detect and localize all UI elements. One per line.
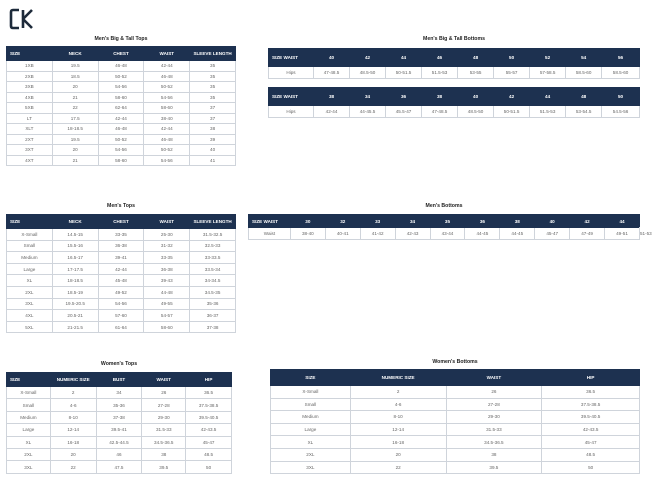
column-header: 48 xyxy=(566,88,602,106)
table-cell: 14.5-15 xyxy=(52,229,98,241)
table-womens-bottoms xyxy=(270,369,640,474)
table-cell: 45-47 xyxy=(186,436,232,448)
column-header: CHEST xyxy=(98,47,144,61)
table-cell: 36.5 xyxy=(186,387,232,399)
table-row xyxy=(7,411,232,423)
table-cell: 45.5-47 xyxy=(386,106,422,118)
table-cell: 31.5-33 xyxy=(446,423,542,436)
table-cell: 37.5-38.5 xyxy=(186,399,232,411)
table-cell: 44-48 xyxy=(144,286,190,298)
table-cell: 20 xyxy=(50,448,96,460)
column-header: 38 xyxy=(314,88,350,106)
table-cell: 20.5-21 xyxy=(52,310,98,322)
table-cell: 37-38 xyxy=(96,411,142,423)
table-cell: 57-60 xyxy=(98,310,144,322)
table-cell: 54-56 xyxy=(144,155,190,166)
table-cell: 58-60 xyxy=(144,321,190,333)
column-header: HIP xyxy=(186,373,232,387)
table-cell: 27-28 xyxy=(142,399,186,411)
column-header: 54 xyxy=(566,49,602,67)
column-header: NECK xyxy=(52,215,98,229)
table-cell: 50-51.5 xyxy=(386,67,422,79)
table-cell: 46-48 xyxy=(144,134,190,145)
table-cell: 41-42 xyxy=(360,228,395,240)
table-row xyxy=(7,387,232,399)
column-header: 40 xyxy=(314,49,350,67)
table-cell: 32.5-33 xyxy=(190,240,236,252)
table-cell: 4-6 xyxy=(50,399,96,411)
table-cell: 54-56 xyxy=(98,145,144,156)
table-cell: 37 xyxy=(190,103,236,114)
table-row xyxy=(271,411,640,424)
row-label-cell: 3XL xyxy=(7,298,53,310)
column-header: 50 xyxy=(494,49,530,67)
table-cell: 37-38 xyxy=(190,321,236,333)
row-label-cell: Waist xyxy=(249,228,291,240)
table-row xyxy=(7,71,236,82)
table-cell: 38-40 xyxy=(144,113,190,124)
table-row xyxy=(7,61,236,72)
column-header: 32 xyxy=(325,215,360,228)
row-label-cell: X-Small xyxy=(271,386,351,399)
column-header: SIZE WAIST xyxy=(269,88,314,106)
table-cell: 42-43.5 xyxy=(542,423,640,436)
table-cell: 49-55 xyxy=(144,298,190,310)
table-cell: 58-60 xyxy=(98,155,144,166)
table-header-row xyxy=(269,88,640,106)
row-label-cell: 5XB xyxy=(7,103,53,114)
table-cell: 37.5-38.5 xyxy=(542,398,640,411)
row-label-cell: 2XT xyxy=(7,134,53,145)
table-cell: 17.5 xyxy=(52,113,98,124)
table-cell: 12-14 xyxy=(350,423,446,436)
table-row xyxy=(271,398,640,411)
column-header: SLEEVE LENGTH xyxy=(190,215,236,229)
row-label-cell: 3XB xyxy=(7,82,53,93)
table-cell: 34-34.5 xyxy=(190,275,236,287)
table-cell: 18.5 xyxy=(52,71,98,82)
table-cell: 53-55 xyxy=(458,67,494,79)
table-cell: 33-35 xyxy=(144,252,190,264)
column-header: BUST xyxy=(96,373,142,387)
section-title-mens-big-tall-bottoms: Men's Big & Tall Bottoms xyxy=(423,36,485,42)
table-cell: 54-56 xyxy=(144,92,190,103)
column-header: 44 xyxy=(386,49,422,67)
column-header: SIZE xyxy=(7,373,51,387)
table-cell: 34.5-36.5 xyxy=(446,436,542,449)
table-row xyxy=(7,155,236,166)
table-cell: 51.5-53 xyxy=(530,106,566,118)
table-cell: 45-47 xyxy=(535,228,570,240)
row-label-cell: XLT xyxy=(7,124,53,135)
table-mens-big-tall-tops xyxy=(6,46,236,166)
table-cell: 35 xyxy=(190,82,236,93)
table-cell: 26 xyxy=(446,386,542,399)
column-header: 50 xyxy=(602,88,640,106)
table-cell: 53-54.5 xyxy=(566,106,602,118)
table-cell: 48.5-50 xyxy=(458,106,494,118)
row-label-cell: 3XT xyxy=(7,145,53,156)
table-cell: 15.5-16 xyxy=(52,240,98,252)
table-row xyxy=(7,134,236,145)
table-header-row xyxy=(269,49,640,67)
column-header: CHEST xyxy=(98,215,144,229)
row-label-cell: 2XL xyxy=(271,448,351,461)
table-cell: 36-38 xyxy=(144,263,190,275)
table-cell: 33.5-34 xyxy=(190,263,236,275)
row-label-cell: 1XB xyxy=(7,61,53,72)
row-label-cell: XL xyxy=(7,275,53,287)
table-row xyxy=(271,448,640,461)
table-cell: 47.5 xyxy=(96,461,142,473)
column-header: NUMERIC SIZE xyxy=(350,370,446,386)
table-cell: 58-60 xyxy=(144,103,190,114)
column-header: 34 xyxy=(395,215,430,228)
table-cell: 48.5 xyxy=(542,448,640,461)
table-cell: 47-48.5 xyxy=(422,106,458,118)
table-cell: 16-18 xyxy=(50,436,96,448)
table-cell: 42-44 xyxy=(144,61,190,72)
table-cell: 47-49 xyxy=(570,228,605,240)
table-row xyxy=(271,386,640,399)
column-header: 40 xyxy=(458,88,494,106)
table-cell: 44-45 xyxy=(500,228,535,240)
table-cell: 36-38 xyxy=(98,240,144,252)
table-row xyxy=(7,263,236,275)
table-cell: 42-44 xyxy=(144,124,190,135)
table-cell: 39-43 xyxy=(144,275,190,287)
row-label-cell: 4XB xyxy=(7,92,53,103)
column-header: 35 xyxy=(430,215,465,228)
table-cell: 44-45.5 xyxy=(350,106,386,118)
table-mens-big-tall-bottoms-1 xyxy=(268,48,640,79)
row-label-cell: Large xyxy=(7,424,51,436)
table-cell: 48.5 xyxy=(186,448,232,460)
table-cell: 50-52 xyxy=(98,134,144,145)
row-label-cell: 2XB xyxy=(7,71,53,82)
table-cell: 43-44 xyxy=(430,228,465,240)
row-label-cell: Hips xyxy=(269,67,314,79)
row-label-cell: Medium xyxy=(271,411,351,424)
row-label-cell: Small xyxy=(271,398,351,411)
table-cell: 12-14 xyxy=(50,424,96,436)
table-cell: 46 xyxy=(96,448,142,460)
section-title-mens-tops: Men's Tops xyxy=(107,203,135,209)
table-cell: 44-45 xyxy=(465,228,500,240)
table-cell: 50-52 xyxy=(144,82,190,93)
table-cell: 36-37 xyxy=(190,310,236,322)
table-cell: 58-60 xyxy=(98,92,144,103)
table-row xyxy=(7,229,236,241)
row-label-cell: Large xyxy=(271,423,351,436)
table-cell: 29-30 xyxy=(142,411,186,423)
column-header: 34 xyxy=(350,88,386,106)
column-header: SIZE xyxy=(7,47,53,61)
column-header: NECK xyxy=(52,47,98,61)
row-label-cell: 3XL xyxy=(271,461,351,474)
table-cell: 49-52 xyxy=(98,286,144,298)
column-header: WAIST xyxy=(446,370,542,386)
table-row xyxy=(7,145,236,156)
table-cell: 20 xyxy=(52,145,98,156)
table-cell: 33-33.5 xyxy=(190,252,236,264)
table-cell: 45-48 xyxy=(98,275,144,287)
row-label-cell: XL xyxy=(271,436,351,449)
table-cell: 54-56 xyxy=(98,82,144,93)
table-cell: 21 xyxy=(52,92,98,103)
table-cell: 50 xyxy=(542,461,640,474)
column-header: 36 xyxy=(465,215,500,228)
column-header: WAIST xyxy=(144,215,190,229)
table-cell: 50-52 xyxy=(98,71,144,82)
table-cell: 38-40 xyxy=(290,228,325,240)
table-cell: 40 xyxy=(190,145,236,156)
table-cell: 35-36 xyxy=(96,399,142,411)
table-cell: 34.5-35 xyxy=(190,286,236,298)
table-row xyxy=(271,423,640,436)
table-cell: 57-58.5 xyxy=(530,67,566,79)
table-row xyxy=(7,461,232,473)
table-cell: 38 xyxy=(446,448,542,461)
table-cell: 39.5-40.5 xyxy=(542,411,640,424)
table-row xyxy=(7,124,236,135)
table-cell: 58.5-60 xyxy=(602,67,640,79)
table-cell: 42-44 xyxy=(314,106,350,118)
column-header: 42 xyxy=(570,215,605,228)
table-row xyxy=(7,113,236,124)
column-header: 44 xyxy=(530,88,566,106)
table-cell: 35 xyxy=(190,92,236,103)
row-label-cell: Hips xyxy=(269,106,314,118)
table-mens-bottoms xyxy=(248,214,652,240)
column-header: NUMERIC SIZE xyxy=(50,373,96,387)
column-header: WAIST xyxy=(144,47,190,61)
table-row xyxy=(7,436,232,448)
table-cell: 22 xyxy=(52,103,98,114)
table-cell: 38 xyxy=(142,448,186,460)
table-row xyxy=(7,310,236,322)
column-header: 36 xyxy=(386,88,422,106)
column-header: 56 xyxy=(602,49,640,67)
column-header: WAIST xyxy=(142,373,186,387)
table-womens-tops xyxy=(6,372,232,474)
table-cell: 39.5-40.5 xyxy=(186,411,232,423)
section-title-mens-big-tall-tops: Men's Big & Tall Tops xyxy=(94,36,148,42)
table-row xyxy=(271,436,640,449)
column-header: HIP xyxy=(542,370,640,386)
table-cell: 19.5 xyxy=(52,61,98,72)
table-cell: 20 xyxy=(350,448,446,461)
table-cell: 2 xyxy=(50,387,96,399)
table-cell: 49-51 xyxy=(605,228,640,240)
table-row xyxy=(7,275,236,287)
table-mens-tops xyxy=(6,214,236,333)
table-cell: 42-43.5 xyxy=(186,424,232,436)
table-cell: 50-51.5 xyxy=(494,106,530,118)
table-cell: 39.5-41 xyxy=(96,424,142,436)
table-cell: 45-47 xyxy=(542,436,640,449)
column-header: 33 xyxy=(360,215,395,228)
row-label-cell: Large xyxy=(7,263,53,275)
row-label-cell: LT xyxy=(7,113,53,124)
table-header-row xyxy=(271,370,640,386)
row-label-cell: 2XL xyxy=(7,286,53,298)
table-cell: 42-44 xyxy=(98,113,144,124)
table-header-row xyxy=(7,215,236,229)
table-row xyxy=(7,399,232,411)
column-header: SIZE xyxy=(271,370,351,386)
table-cell: 22 xyxy=(350,461,446,474)
column-header: 44 xyxy=(605,215,640,228)
column-header: 46 xyxy=(422,49,458,67)
section-title-womens-tops: Women's Tops xyxy=(100,361,138,367)
table-row xyxy=(249,228,640,240)
table-cell: 58.5-60 xyxy=(566,67,602,79)
column-header: SIZE xyxy=(7,215,53,229)
table-cell: 31-32 xyxy=(144,240,190,252)
table-row xyxy=(269,106,640,118)
table-cell: 48.5-50 xyxy=(350,67,386,79)
section-title-womens-bottoms: Women's Bottoms xyxy=(432,359,478,365)
table-row xyxy=(7,103,236,114)
table-cell: 16.5-17 xyxy=(52,252,98,264)
table-cell: 19.5 xyxy=(52,134,98,145)
row-label-cell: 5XL xyxy=(7,321,53,333)
table-cell: 26 xyxy=(142,387,186,399)
table-cell: 2 xyxy=(350,386,446,399)
row-label-cell: 4XT xyxy=(7,155,53,166)
table-row xyxy=(7,240,236,252)
table-cell: 35-36 xyxy=(190,298,236,310)
table-cell: 19.5-20.5 xyxy=(52,298,98,310)
row-label-cell: Small xyxy=(7,240,53,252)
column-header: 40 xyxy=(535,215,570,228)
table-cell: 33-35 xyxy=(98,229,144,241)
table-header-row xyxy=(7,47,236,61)
table-cell: 17-17.5 xyxy=(52,263,98,275)
column-header: SIZE WAIST xyxy=(249,215,291,228)
table-cell: 54-56 xyxy=(98,298,144,310)
row-label-cell: 2XL xyxy=(7,448,51,460)
table-cell: 46-48 xyxy=(98,124,144,135)
brand-logo-icon xyxy=(10,8,44,30)
table-cell: 50-52 xyxy=(144,145,190,156)
table-cell: 55-57 xyxy=(494,67,530,79)
column-header: 52 xyxy=(530,49,566,67)
table-cell: 46-48 xyxy=(98,61,144,72)
row-label-cell: X-Small xyxy=(7,229,53,241)
table-cell: 20 xyxy=(52,82,98,93)
table-row xyxy=(7,448,232,460)
column-header: SIZE WAIST xyxy=(269,49,314,67)
row-label-cell: 4XL xyxy=(7,310,53,322)
table-cell: 39.5 xyxy=(446,461,542,474)
table-cell: 21 xyxy=(52,155,98,166)
column-header: 42 xyxy=(494,88,530,106)
table-header-row xyxy=(7,373,232,387)
table-header-row xyxy=(249,215,640,228)
table-row xyxy=(7,286,236,298)
table-cell: 31.5-33 xyxy=(142,424,186,436)
table-cell: 8-10 xyxy=(50,411,96,423)
table-cell: 42-43 xyxy=(395,228,430,240)
column-header: 48 xyxy=(458,49,494,67)
table-cell: 61-64 xyxy=(98,321,144,333)
row-label-cell: Medium xyxy=(7,411,51,423)
row-label-cell: Small xyxy=(7,399,51,411)
table-cell: 42-44 xyxy=(98,263,144,275)
table-cell: 40-41 xyxy=(325,228,360,240)
table-cell: 50 xyxy=(186,461,232,473)
table-cell: 41 xyxy=(190,155,236,166)
table-cell: 18-18.5 xyxy=(52,275,98,287)
table-cell: 36.5 xyxy=(542,386,640,399)
table-cell: 38 xyxy=(190,124,236,135)
table-cell: 51.5-53 xyxy=(422,67,458,79)
table-cell: 34.5-36.5 xyxy=(142,436,186,448)
table-cell: 18.5-19 xyxy=(52,286,98,298)
table-cell: 18-18.5 xyxy=(52,124,98,135)
table-cell: 35 xyxy=(190,71,236,82)
table-cell: 34 xyxy=(96,387,142,399)
table-cell: 29-30 xyxy=(446,411,542,424)
table-cell: 35 xyxy=(190,61,236,72)
column-header: 38 xyxy=(422,88,458,106)
table-cell: 25-30 xyxy=(144,229,190,241)
row-label-cell: Medium xyxy=(7,252,53,264)
table-cell: 4-6 xyxy=(350,398,446,411)
table-row xyxy=(7,424,232,436)
table-cell: 21-21.5 xyxy=(52,321,98,333)
table-cell: 46-48 xyxy=(144,71,190,82)
table-cell: 22 xyxy=(50,461,96,473)
table-row xyxy=(7,252,236,264)
row-label-cell: XL xyxy=(7,436,51,448)
table-cell: 31.5-32.5 xyxy=(190,229,236,241)
table-row xyxy=(269,67,640,79)
table-cell: 8-10 xyxy=(350,411,446,424)
table-cell: 39-41 xyxy=(98,252,144,264)
table-cell: 47-48.5 xyxy=(314,67,350,79)
row-label-cell: X-Small xyxy=(7,387,51,399)
table-cell: 16-18 xyxy=(350,436,446,449)
column-header: 30 xyxy=(290,215,325,228)
table-cell: 39.5 xyxy=(142,461,186,473)
table-cell: 54.5-56 xyxy=(602,106,640,118)
table-cell: 27-28 xyxy=(446,398,542,411)
table-row xyxy=(271,461,640,474)
table-row xyxy=(7,298,236,310)
column-header: 38 xyxy=(500,215,535,228)
table-cell: 37 xyxy=(190,113,236,124)
table-row xyxy=(7,321,236,333)
section-title-mens-bottoms: Men's Bottoms xyxy=(425,203,463,209)
table-cell: 42.5-44.5 xyxy=(96,436,142,448)
column-header: 42 xyxy=(350,49,386,67)
table-row xyxy=(7,92,236,103)
column-header: SLEEVE LENGTH xyxy=(190,47,236,61)
table-cell: 62-64 xyxy=(98,103,144,114)
table-row xyxy=(7,82,236,93)
row-label-cell: 3XL xyxy=(7,461,51,473)
table-cell: 54-57 xyxy=(144,310,190,322)
table-mens-big-tall-bottoms-2 xyxy=(268,87,640,118)
table-cell: 39 xyxy=(190,134,236,145)
